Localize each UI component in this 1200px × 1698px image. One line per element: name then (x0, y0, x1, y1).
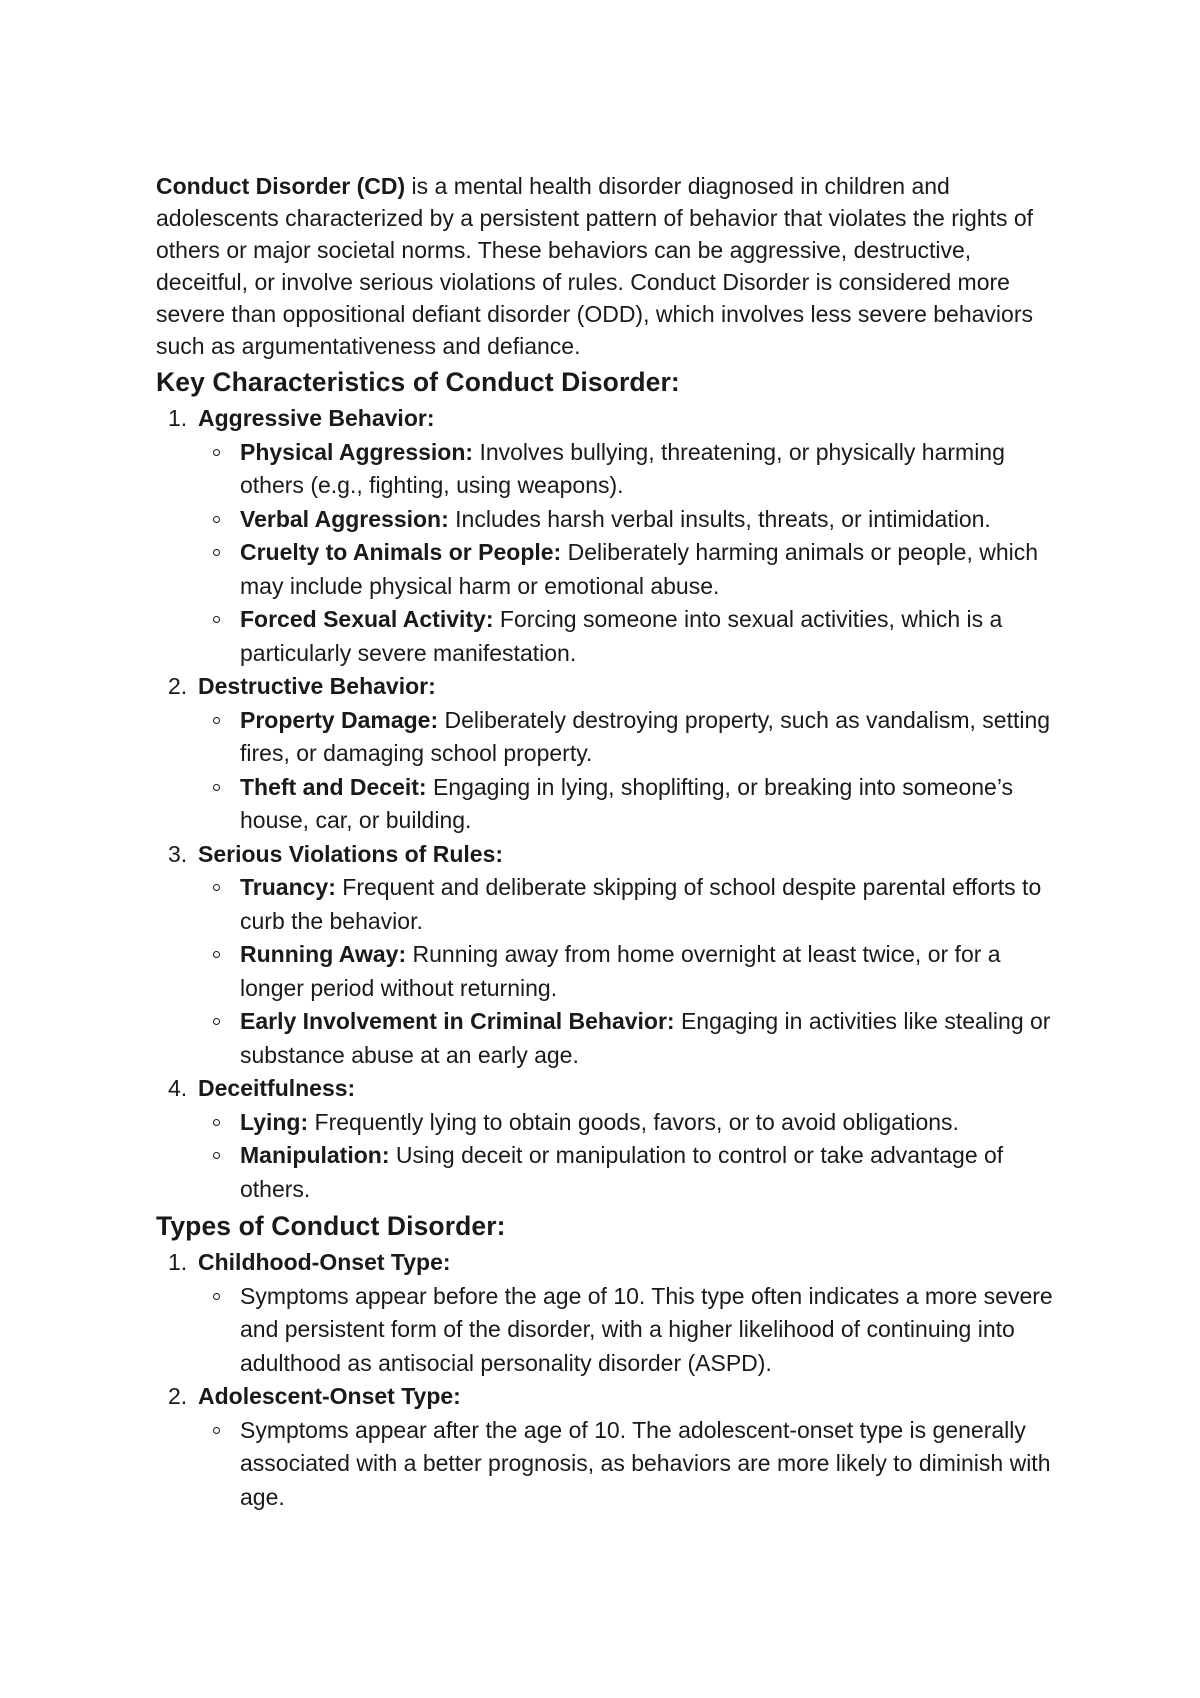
sub-list (198, 704, 1056, 838)
sub-item-text: Using deceit or manipulation to control or take advantage of others. (240, 1142, 1004, 1202)
sub-list-item (198, 871, 1056, 938)
hollow-circle-bullet-icon (213, 951, 220, 958)
sub-list (198, 436, 1056, 671)
types-list (156, 1246, 1056, 1514)
list-item (156, 1380, 1056, 1514)
list-number: 2. (168, 1383, 188, 1409)
sub-list-item (198, 1139, 1056, 1206)
sub-item-label: Truancy: (240, 874, 336, 900)
category-label: Serious Violations of Rules: (198, 840, 504, 867)
sub-list-item (198, 938, 1056, 1005)
hollow-circle-bullet-icon (213, 1427, 220, 1434)
list-item (156, 838, 1056, 1073)
sub-item-label: Theft and Deceit: (240, 773, 427, 800)
sub-item-text: Involves bullying, threatening, or physically harming others (e.g., fighting, using weapons). (240, 438, 1005, 498)
hollow-circle-bullet-icon (213, 449, 220, 456)
hollow-circle-bullet-icon (213, 1293, 220, 1300)
sub-list-item (198, 771, 1056, 838)
hollow-circle-bullet-icon (213, 717, 220, 724)
sub-list-item (198, 1106, 1056, 1140)
document-page (156, 170, 1056, 1514)
list-number: 1. (168, 405, 188, 431)
list-item (156, 1072, 1056, 1206)
sub-list (198, 1280, 1056, 1381)
sub-list-item (198, 1414, 1056, 1515)
intro-paragraph (156, 170, 1056, 362)
list-number: 3. (168, 840, 188, 867)
list-item (156, 1246, 1056, 1380)
list-item (156, 402, 1056, 670)
hollow-circle-bullet-icon (213, 1018, 220, 1025)
sub-item-text: Frequently lying to obtain goods, favors, or to avoid obligations. (308, 1108, 959, 1135)
hollow-circle-bullet-icon (213, 784, 220, 791)
intro-text: is a mental health disorder diagnosed in children and adolescents characterized by a persistent pattern of behavior that violates the rights of others or major societal norms. These behaviors can be aggressive, destructive, deceitful, or involve serious violations of rules. Conduct Disorder is considered more severe than oppositional defiant disorder (ODD), which involves less severe behaviors such as argumentativeness and defiance. (156, 173, 1034, 359)
sub-list-item (198, 436, 1056, 503)
sub-list-item (198, 1280, 1056, 1381)
sub-item-text: Deliberately harming animals or people, which may include physical harm or emotional abuse. (240, 539, 1039, 599)
sub-item-text: Symptoms appear after the age of 10. The adolescent-onset type is generally associated with a better prognosis, as behaviors are more likely to diminish with age. (240, 1416, 1051, 1510)
sub-list-item (198, 536, 1056, 603)
category-label: Deceitfulness: (198, 1075, 356, 1101)
list-number: 1. (168, 1249, 188, 1275)
sub-item-label: Property Damage: (240, 706, 439, 733)
hollow-circle-bullet-icon (213, 516, 220, 523)
hollow-circle-bullet-icon (213, 1119, 220, 1126)
category-label: Adolescent-Onset Type: (198, 1383, 461, 1409)
sub-list-item (198, 503, 1056, 537)
sub-item-label: Forced Sexual Activity: (240, 606, 494, 632)
category-label: Destructive Behavior: (198, 673, 436, 699)
types-heading: Types of Conduct Disorder: (156, 1211, 506, 1241)
category-label: Aggressive Behavior: (198, 405, 435, 431)
list-number: 4. (168, 1075, 188, 1101)
hollow-circle-bullet-icon (213, 884, 220, 891)
sub-item-label: Manipulation: (240, 1142, 390, 1168)
sub-item-label: Verbal Aggression: (240, 505, 449, 532)
sub-item-label: Early Involvement in Criminal Behavior: (240, 1008, 675, 1034)
sub-item-text: Deliberately destroying property, such as vandalism, setting fires, or damaging school property. (240, 706, 1051, 766)
category-label: Childhood-Onset Type: (198, 1249, 451, 1275)
sub-item-label: Lying: (240, 1108, 309, 1135)
intro-term: Conduct Disorder (CD) (156, 173, 406, 199)
sub-item-text: Frequent and deliberate skipping of school despite parental efforts to curb the behavior. (240, 874, 1042, 934)
hollow-circle-bullet-icon (213, 1152, 220, 1159)
hollow-circle-bullet-icon (213, 549, 220, 556)
sub-list-item (198, 1005, 1056, 1072)
sub-item-label: Physical Aggression: (240, 438, 474, 465)
sub-item-text: Symptoms appear before the age of 10. This type often indicates a more severe and persistent form of the disorder, with a higher likelihood of continuing into adulthood as antisocial personality disorder (ASPD). (240, 1282, 1053, 1376)
list-number: 2. (168, 673, 188, 699)
list-item (156, 670, 1056, 838)
sub-item-text: Includes harsh verbal insults, threats, or intimidation. (448, 505, 991, 532)
sub-list-item (198, 603, 1056, 670)
sub-list (198, 871, 1056, 1072)
hollow-circle-bullet-icon (213, 616, 220, 623)
sub-item-text: Engaging in activities like stealing or substance abuse at an early age. (240, 1008, 1051, 1068)
sub-list (198, 1414, 1056, 1515)
sub-list-item (198, 704, 1056, 771)
sub-list (198, 1106, 1056, 1207)
key-characteristics-list (156, 402, 1056, 1206)
sub-item-text: Running away from home overnight at least twice, or for a longer period without returning. (240, 941, 1001, 1001)
sub-item-label: Cruelty to Animals or People: (240, 539, 562, 565)
key-characteristics-heading: Key Characteristics of Conduct Disorder: (156, 367, 680, 397)
sub-item-label: Running Away: (240, 941, 407, 967)
sub-item-text: Forcing someone into sexual activities, which is a particularly severe manifestation. (240, 606, 1003, 666)
sub-item-text: Engaging in lying, shoplifting, or breaking into someone’s house, car, or building. (240, 773, 1014, 833)
